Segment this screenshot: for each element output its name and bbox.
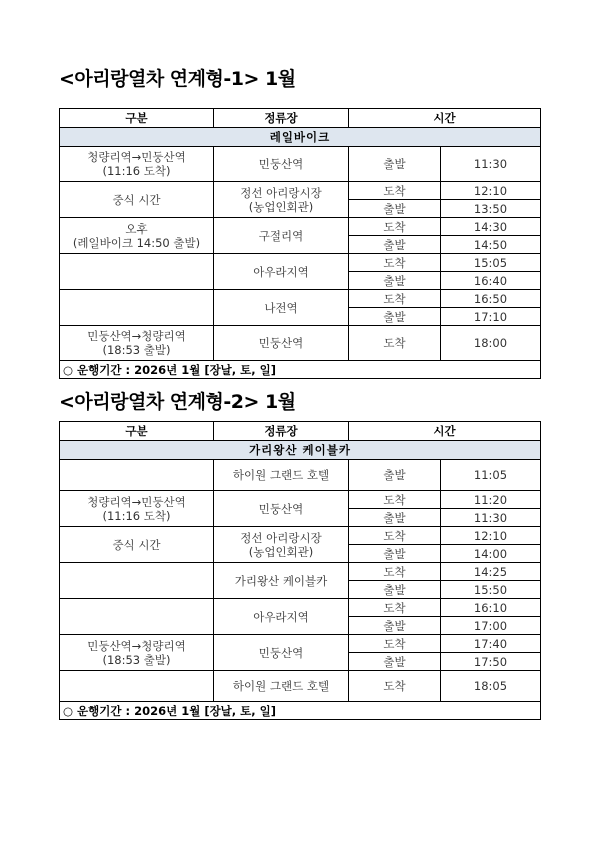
table-row (60, 460, 541, 491)
table-row (60, 254, 541, 272)
table-row (60, 527, 541, 545)
schedule-table-1 (59, 108, 541, 379)
table-row (60, 671, 541, 702)
event-time: 11:30 (441, 509, 541, 527)
event-type: 도착 (349, 218, 441, 236)
event-time: 16:10 (441, 599, 541, 617)
table-row (60, 491, 541, 509)
table-row (60, 563, 541, 581)
event-type: 도착 (349, 599, 441, 617)
event-time: 18:00 (441, 326, 541, 361)
event-time: 15:05 (441, 254, 541, 272)
event-time: 11:20 (441, 491, 541, 509)
event-time: 13:50 (441, 200, 541, 218)
table-row (60, 290, 541, 308)
event-type: 출발 (349, 272, 441, 290)
row-category (60, 254, 214, 290)
event-time: 11:30 (441, 147, 541, 182)
note-row (60, 361, 541, 379)
operating-period-note: ○ 운행기간 : 2026년 1월 [장날, 토, 일] (60, 702, 541, 720)
header-time: 시간 (349, 109, 541, 128)
event-type: 출발 (349, 509, 441, 527)
table-row (60, 326, 541, 361)
section-row (60, 441, 541, 460)
row-category (60, 671, 214, 702)
table-row (60, 218, 541, 236)
event-time: 12:10 (441, 527, 541, 545)
event-time: 15:50 (441, 581, 541, 599)
event-time: 12:10 (441, 182, 541, 200)
table-row (60, 635, 541, 653)
row-stop: 하이원 그랜드 호텔 (214, 671, 349, 702)
operating-period-note: ○ 운행기간 : 2026년 1월 [장날, 토, 일] (60, 361, 541, 379)
event-time: 14:50 (441, 236, 541, 254)
row-stop: 구절리역 (214, 218, 349, 254)
event-time: 16:50 (441, 290, 541, 308)
row-category: 청량리역→민둥산역 (11:16 도착) (60, 147, 214, 182)
event-time: 16:40 (441, 272, 541, 290)
event-time: 14:00 (441, 545, 541, 563)
event-type: 출발 (349, 200, 441, 218)
row-category (60, 599, 214, 635)
event-type: 출발 (349, 460, 441, 491)
row-category (60, 563, 214, 599)
row-stop: 아우라지역 (214, 254, 349, 290)
header-time: 시간 (349, 422, 541, 441)
row-category (60, 460, 214, 491)
header-row (60, 109, 541, 128)
event-time: 17:50 (441, 653, 541, 671)
row-category: 중식 시간 (60, 182, 214, 218)
header-stop: 정류장 (214, 109, 349, 128)
row-stop: 정선 아리랑시장 (농업인회관) (214, 182, 349, 218)
header-category: 구분 (60, 422, 214, 441)
event-time: 14:25 (441, 563, 541, 581)
note-row (60, 702, 541, 720)
event-type: 출발 (349, 308, 441, 326)
header-category: 구분 (60, 109, 214, 128)
schedule-title-1: <아리랑열차 연계형-1> 1월 (59, 68, 296, 90)
row-stop: 하이원 그랜드 호텔 (214, 460, 349, 491)
section-title: 레일바이크 (60, 128, 541, 147)
row-stop: 정선 아리랑시장 (농업인회관) (214, 527, 349, 563)
event-type: 도착 (349, 635, 441, 653)
event-type: 출발 (349, 581, 441, 599)
row-category (60, 290, 214, 326)
row-category: 청량리역→민둥산역 (11:16 도착) (60, 491, 214, 527)
event-type: 출발 (349, 147, 441, 182)
event-type: 도착 (349, 671, 441, 702)
row-category: 오후 (레일바이크 14:50 출발) (60, 218, 214, 254)
row-category: 민둥산역→청량리역 (18:53 출발) (60, 326, 214, 361)
event-type: 도착 (349, 290, 441, 308)
section-row (60, 128, 541, 147)
event-time: 18:05 (441, 671, 541, 702)
table-row (60, 599, 541, 617)
row-stop: 민둥산역 (214, 491, 349, 527)
schedule-table-2 (59, 421, 541, 720)
row-stop: 민둥산역 (214, 635, 349, 671)
event-type: 출발 (349, 545, 441, 563)
row-stop: 나전역 (214, 290, 349, 326)
row-category: 중식 시간 (60, 527, 214, 563)
row-stop: 아우라지역 (214, 599, 349, 635)
event-type: 도착 (349, 563, 441, 581)
schedule-title-2: <아리랑열차 연계형-2> 1월 (59, 391, 296, 413)
row-category: 민둥산역→청량리역 (18:53 출발) (60, 635, 214, 671)
table-row (60, 147, 541, 182)
event-type: 도착 (349, 182, 441, 200)
event-type: 도착 (349, 326, 441, 361)
event-time: 14:30 (441, 218, 541, 236)
event-type: 도착 (349, 254, 441, 272)
row-stop: 민둥산역 (214, 147, 349, 182)
event-type: 출발 (349, 236, 441, 254)
header-stop: 정류장 (214, 422, 349, 441)
table-row (60, 182, 541, 200)
event-type: 출발 (349, 653, 441, 671)
event-type: 출발 (349, 617, 441, 635)
event-time: 17:00 (441, 617, 541, 635)
event-time: 17:10 (441, 308, 541, 326)
event-type: 도착 (349, 527, 441, 545)
row-stop: 가리왕산 케이블카 (214, 563, 349, 599)
event-time: 17:40 (441, 635, 541, 653)
row-stop: 민둥산역 (214, 326, 349, 361)
event-time: 11:05 (441, 460, 541, 491)
section-title: 가리왕산 케이블카 (60, 441, 541, 460)
event-type: 도착 (349, 491, 441, 509)
header-row (60, 422, 541, 441)
